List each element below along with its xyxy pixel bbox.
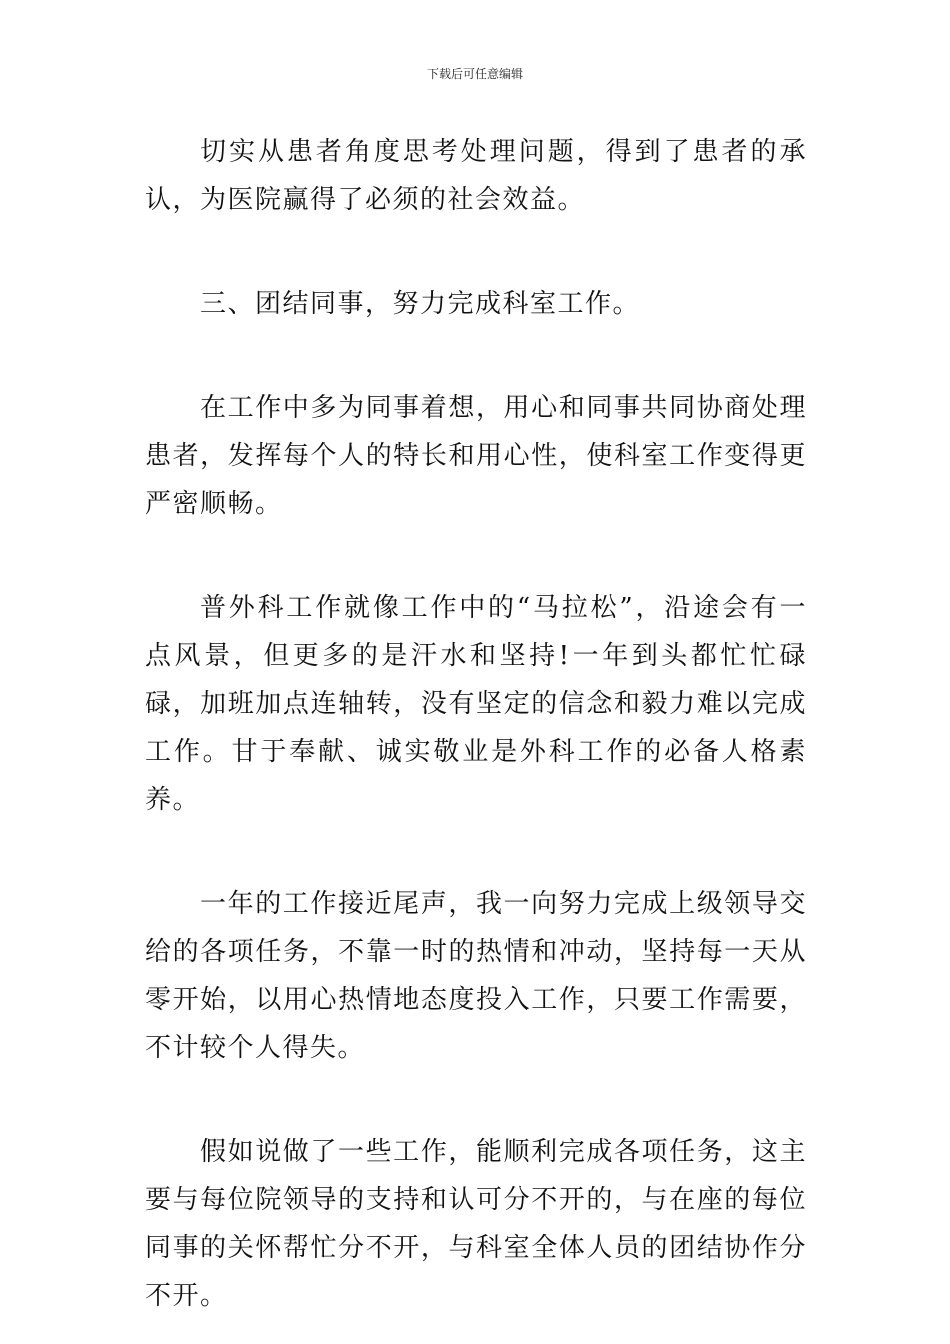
page-header: 下载后可任意编辑: [426, 67, 523, 81]
paragraph: 假如说做了一些工作，能顺利完成各项任务，这主要与每位院领导的支持和认可分不开的，与在座的每位同事的关怀帮忙分不开，与科室全体人员的团结协作分不开。: [145, 1137, 807, 1311]
paragraph: 一年的工作接近尾声，我一向努力完成上级领导交给的各项任务，不靠一时的热情和冲动，坚持每一天从零开始，以用心热情地态度投入工作，只要工作需要，不计较个人得失。: [145, 889, 807, 1063]
paragraph: 切实从患者角度思考处理问题，得到了患者的承认，为医院赢得了必须的社会效益。: [145, 137, 807, 215]
document-body: [145, 128, 807, 1320]
paragraph: 普外科工作就像工作中的“马拉松”，沿途会有一点风景，但更多的是汗水和坚持!一年到头都忙忙碌碌，加班加点连轴转，没有坚定的信念和毅力难以完成工作。甘于奉献、诚实敬业是外科工作的必备人格素养。: [145, 593, 807, 815]
paragraph: 在工作中多为同事着想，用心和同事共同协商处理患者，发挥每个人的特长和用心性，使科室工作变得更严密顺畅。: [145, 393, 807, 519]
section-heading: 三、团结同事，努力完成科室工作。: [200, 289, 641, 319]
